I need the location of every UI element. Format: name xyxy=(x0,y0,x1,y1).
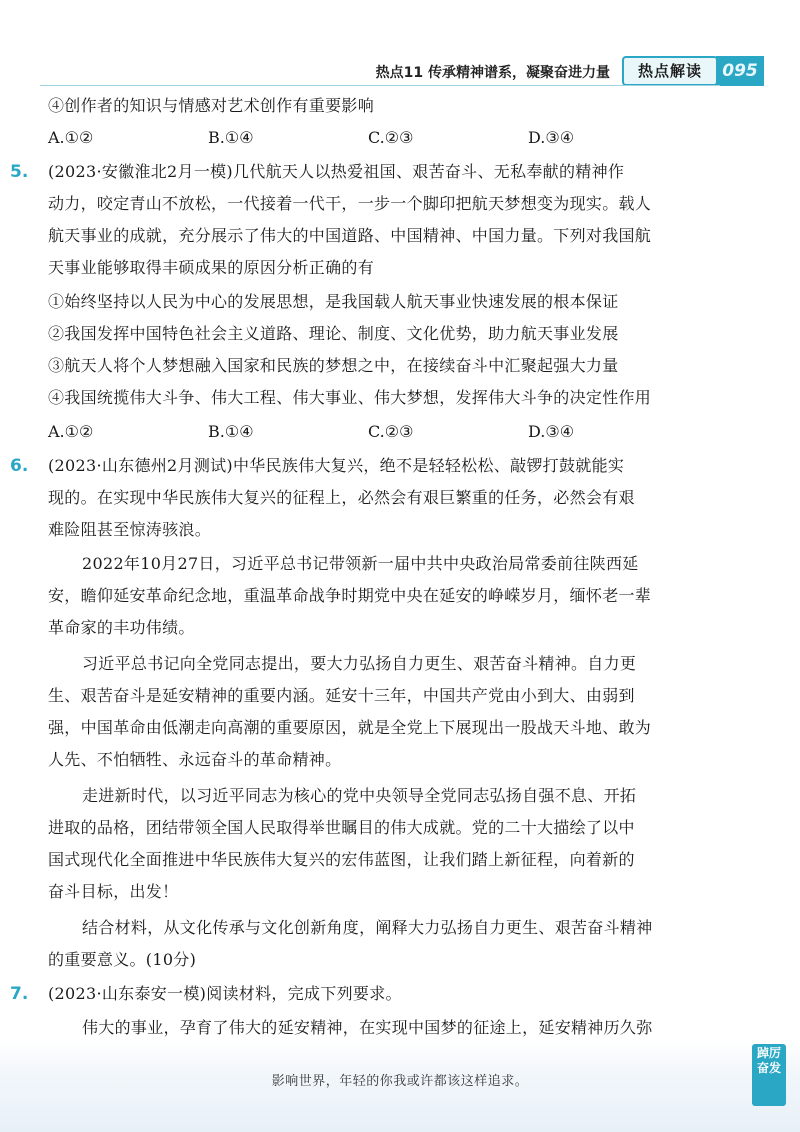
question-text: 难险阻甚至惊涛骇浪。 xyxy=(48,520,212,539)
section-badge: 热点解读 xyxy=(622,56,718,86)
material-paragraph: 习近平总书记向全党同志提出，要大力弘扬自力更生、艰苦奋斗精神。自力更 xyxy=(82,654,637,673)
question-text: 动力，咬定青山不放松，一代接着一代干，一步一个脚印把航天梦想变为现实。载人 xyxy=(48,194,652,213)
material-paragraph: 革命家的丰功伟绩。 xyxy=(48,618,195,637)
page-header xyxy=(0,52,800,88)
question-number: 5. xyxy=(10,162,29,182)
material-paragraph: 2022年10月27日，习近平总书记带领新一届中共中央政治局常委前往陕西延 xyxy=(82,554,639,573)
material-paragraph: 伟大的事业，孕育了伟大的延安精神，在实现中国梦的征途上，延安精神历久弥 xyxy=(82,1018,653,1037)
question-text: (2023·安徽淮北2月一模)几代航天人以热爱祖国、艰苦奋斗、无私奉献的精神作 xyxy=(48,162,625,181)
question-text: (2023·山东泰安一模)阅读材料，完成下列要求。 xyxy=(48,984,402,1003)
option-a: A.①② xyxy=(48,128,94,147)
side-tag: 踔厉奋发 xyxy=(752,1044,786,1106)
option-d: D.③④ xyxy=(528,422,575,441)
option-a: A.①② xyxy=(48,422,94,441)
material-paragraph: 进取的品格，团结带领全国人民取得举世瞩目的伟大成就。党的二十大描绘了以中 xyxy=(48,818,635,837)
header-divider xyxy=(40,85,720,86)
material-paragraph: 强，中国革命由低潮走向高潮的重要原因，就是全党上下展现出一股战天斗地、敢为 xyxy=(48,718,652,737)
question-task: 的重要意义。(10分) xyxy=(48,950,197,969)
statement: ②我国发挥中国特色社会主义道路、理论、制度、文化优势，助力航天事业发展 xyxy=(48,324,619,343)
statement: ①始终坚持以人民为中心的发展思想，是我国载人航天事业快速发展的根本保证 xyxy=(48,292,619,311)
material-paragraph: 走进新时代，以习近平同志为核心的党中央领导全党同志弘扬自强不息、开拓 xyxy=(82,786,637,805)
option-b: B.①④ xyxy=(208,128,254,147)
option-c: C.②③ xyxy=(368,422,414,441)
question-number: 7. xyxy=(10,984,29,1004)
statement: ④创作者的知识与情感对艺术创作有重要影响 xyxy=(48,96,375,115)
question-text: 天事业能够取得丰硕成果的原因分析正确的有 xyxy=(48,258,375,277)
option-b: B.①④ xyxy=(208,422,254,441)
footer-quote: 影响世界，年轻的你我或许都该这样追求。 xyxy=(271,1074,529,1089)
question-text: 航天事业的成就，充分展示了伟大的中国道路、中国精神、中国力量。下列对我国航 xyxy=(48,226,652,245)
question-text: 现的。在实现中华民族伟大复兴的征程上，必然会有艰巨繁重的任务，必然会有艰 xyxy=(48,488,635,507)
statement: ③航天人将个人梦想融入国家和民族的梦想之中，在接续奋斗中汇聚起强大力量 xyxy=(48,356,619,375)
header-topic: 热点11 传承精神谱系，凝聚奋进力量 xyxy=(375,65,610,81)
question-text: (2023·山东德州2月测试)中华民族伟大复兴，绝不是轻轻松松、敲锣打鼓就能实 xyxy=(48,456,625,475)
material-paragraph: 奋斗目标，出发！ xyxy=(48,882,179,901)
page-number: 095 xyxy=(716,56,764,86)
material-paragraph: 生、艰苦奋斗是延安精神的重要内涵。延安十三年，中国共产党由小到大、由弱到 xyxy=(48,686,635,705)
question-number: 6. xyxy=(10,456,29,476)
option-c: C.②③ xyxy=(368,128,414,147)
option-d: D.③④ xyxy=(528,128,575,147)
statement: ④我国统揽伟大斗争、伟大工程、伟大事业、伟大梦想，发挥伟大斗争的决定性作用 xyxy=(48,388,652,407)
material-paragraph: 国式现代化全面推进中华民族伟大复兴的宏伟蓝图，让我们踏上新征程，向着新的 xyxy=(48,850,635,869)
question-task: 结合材料，从文化传承与文化创新角度，阐释大力弘扬自力更生、艰苦奋斗精神 xyxy=(82,918,653,937)
material-paragraph: 人先、不怕牺牲、永远奋斗的革命精神。 xyxy=(48,750,342,769)
material-paragraph: 安，瞻仰延安革命纪念地，重温革命战争时期党中央在延安的峥嵘岁月，缅怀老一辈 xyxy=(48,586,652,605)
